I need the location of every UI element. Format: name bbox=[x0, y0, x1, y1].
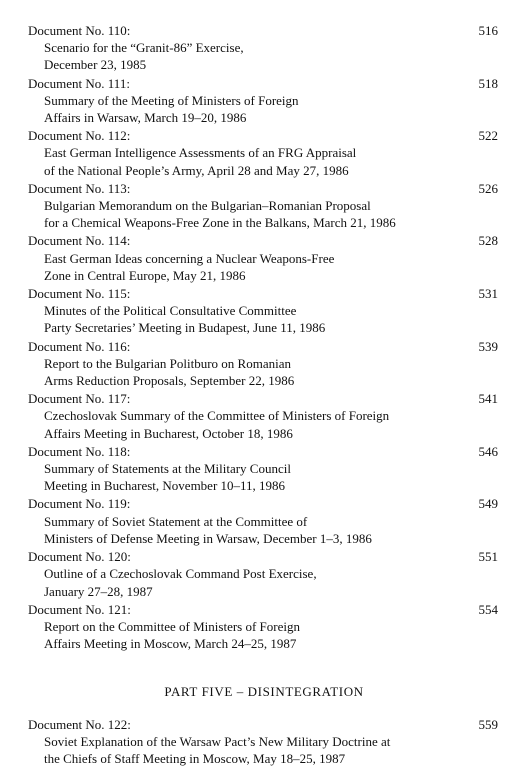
document-title: Minutes of the Political Consultative Committee Party Secretaries’ Meeting in Budapest, June 11, 1986 bbox=[44, 303, 326, 336]
page-number: 559 bbox=[478, 717, 498, 732]
toc-entry bbox=[28, 338, 498, 390]
document-number: Document No. 114: bbox=[28, 233, 131, 249]
document-number: Document No. 113: bbox=[28, 180, 131, 196]
toc-entry bbox=[28, 127, 498, 179]
document-title: Report on the Committee of Ministers of Foreign Affairs Meeting in Moscow, March 24–25, 1987 bbox=[44, 618, 300, 652]
document-number: Document No. 110: bbox=[28, 23, 131, 38]
part-heading: PART FIVE – DISINTEGRATION bbox=[164, 684, 364, 699]
toc-entry bbox=[28, 443, 498, 495]
page-number: 546 bbox=[478, 443, 498, 459]
toc-entry bbox=[28, 716, 498, 768]
toc-entry bbox=[28, 232, 498, 284]
page-number: 554 bbox=[478, 601, 498, 617]
page-number: 528 bbox=[478, 233, 498, 249]
document-title: Outline of a Czechoslovak Command Post Exercise, January 27–28, 1987 bbox=[44, 566, 317, 599]
document-title: Soviet Explanation of the Warsaw Pact’s New Military Doctrine at the Chiefs of Staff Meeting in Moscow, May 18–25, 1987 bbox=[44, 734, 391, 767]
page-number: 516 bbox=[478, 23, 498, 38]
page-number: 549 bbox=[478, 496, 498, 512]
document-number: Document No. 121: bbox=[28, 601, 131, 617]
document-title: Summary of Statements at the Military Council Meeting in Bucharest, November 10–11, 1986 bbox=[44, 461, 291, 494]
toc-entry bbox=[28, 601, 498, 653]
page-number: 551 bbox=[478, 549, 498, 565]
page-number: 526 bbox=[478, 180, 498, 196]
document-number: Document No. 120: bbox=[28, 549, 131, 565]
document-title: Czechoslovak Summary of the Committee of Ministers of Foreign Affairs Meeting in Bucharest, October 18, 1986 bbox=[44, 408, 390, 441]
table-of-contents bbox=[28, 22, 498, 653]
document-number: Document No. 119: bbox=[28, 496, 131, 512]
document-number: Document No. 111: bbox=[28, 75, 130, 91]
page-number: 541 bbox=[478, 391, 498, 407]
page-number: 539 bbox=[478, 338, 498, 354]
toc-entry bbox=[28, 22, 498, 74]
page-number: 518 bbox=[478, 75, 498, 91]
document-title: East German Ideas concerning a Nuclear Weapons-Free Zone in Central Europe, May 21, 1986 bbox=[44, 250, 335, 283]
document-title: Report to the Bulgarian Politburo on Romanian Arms Reduction Proposals, September 22, 1986 bbox=[44, 355, 295, 389]
table-of-contents-continued bbox=[28, 716, 498, 769]
document-number: Document No. 115: bbox=[28, 286, 131, 302]
document-title: Summary of Soviet Statement at the Committee of Ministers of Defense Meeting in Warsaw, December 1–3, 1986 bbox=[44, 513, 372, 546]
document-title: Summary of the Meeting of Ministers of Foreign Affairs in Warsaw, March 19–20, 1986 bbox=[44, 92, 299, 126]
toc-entry bbox=[28, 495, 498, 547]
document-title: East German Intelligence Assessments of an FRG Appraisal of the National People’s Army, April 28 and May 27, 1986 bbox=[44, 145, 357, 178]
document-number: Document No. 112: bbox=[28, 128, 131, 144]
toc-entry bbox=[28, 285, 498, 337]
page-number: 531 bbox=[478, 286, 498, 302]
toc-entry bbox=[28, 548, 498, 600]
toc-entry bbox=[28, 75, 498, 127]
page-number: 522 bbox=[478, 128, 498, 144]
document-number: Document No. 122: bbox=[28, 717, 131, 732]
document-title: Scenario for the “Granit-86” Exercise, December 23, 1985 bbox=[44, 40, 244, 73]
document-number: Document No. 116: bbox=[28, 338, 131, 354]
document-number: Document No. 118: bbox=[28, 443, 131, 459]
toc-entry bbox=[28, 180, 498, 232]
document-number: Document No. 117: bbox=[28, 391, 131, 407]
toc-entry bbox=[28, 390, 498, 442]
document-title: Bulgarian Memorandum on the Bulgarian–Romanian Proposal for a Chemical Weapons-Free Zone in the Balkans, March 21, 1986 bbox=[44, 198, 396, 231]
